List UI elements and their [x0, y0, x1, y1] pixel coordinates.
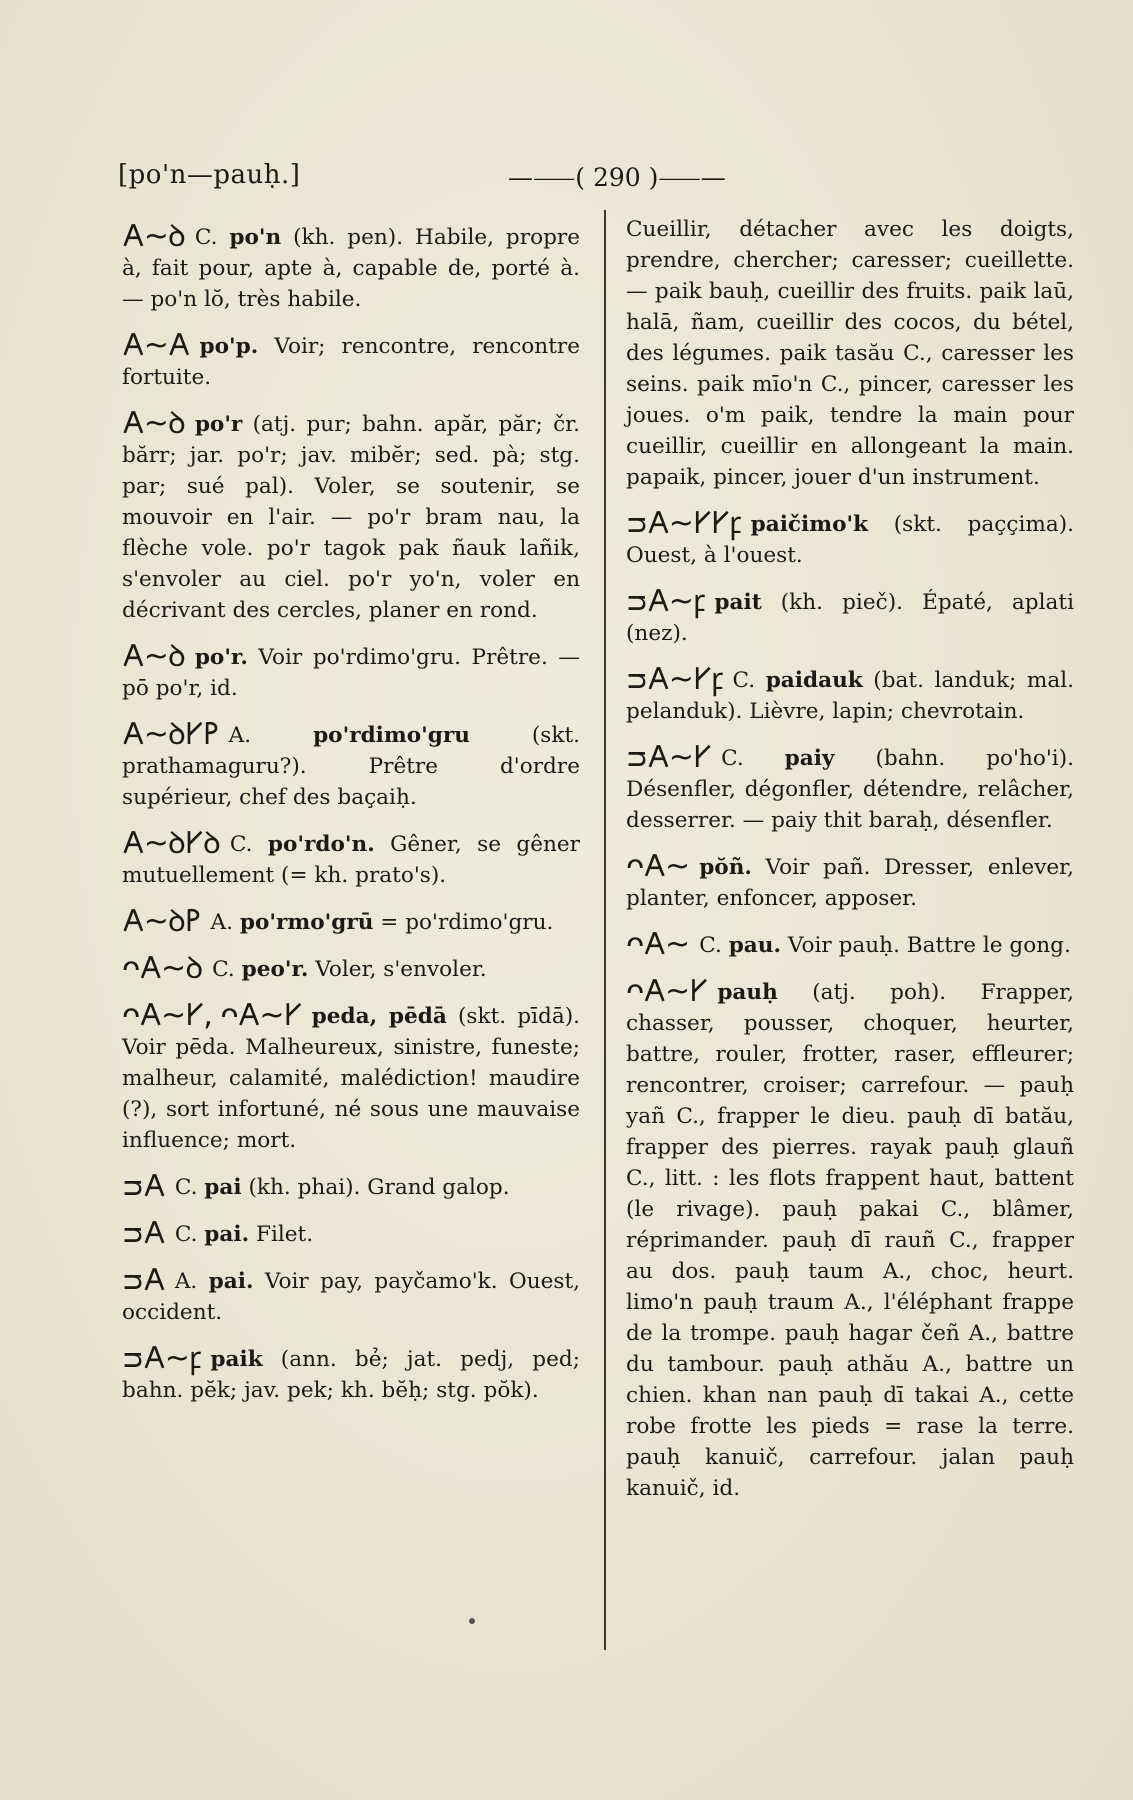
entry-source-tag: C. — [229, 832, 268, 857]
cham-script-headword: ᴝ𐌀~ꝼ — [122, 1341, 201, 1376]
cham-script-headword: ᴝ𐌀 — [122, 1216, 165, 1251]
entry-source-tag: A. — [228, 723, 314, 748]
left-column — [122, 219, 581, 1422]
dictionary-entry — [122, 951, 580, 986]
entry-definition: (skt. prathamaguru?). Prêtre d'ordre supérieur, chef des baçaiḥ. — [122, 723, 581, 810]
entry-definition: (kh. pen). Habile, propre à, fait pour, apte à, capable de, porté à. — po'n lŏ, très habile. — [122, 225, 580, 312]
dictionary-entry — [626, 974, 1074, 1504]
dictionary-entry — [626, 662, 1074, 727]
dictionary-entry — [122, 1341, 580, 1406]
entry-headword: peo'r. — [241, 957, 309, 982]
dictionary-entry — [626, 740, 1074, 836]
entry-headword: po'rdo'n. — [267, 832, 375, 857]
entry-definition: (atj. pur; bahn. apăr, păr; čr. bărr; jar. po'r; jav. mibĕr; sed. pà; stg. par; sué pal). Voler, se soutenir, se mouvoir en l'air. — po'r bram nau, la flèche vole. po'r tagok pak ñauk lañik, s'envoler au ciel. po'r yo'n, voler en décrivant des cercles, planer en rond. — [122, 412, 580, 623]
dictionary-entry — [122, 1263, 580, 1328]
entry-headword: paičimo'k — [750, 512, 869, 537]
entry-headword: pait — [714, 590, 762, 615]
cham-script-headword: 𐌀~ꝺ𐌖ꝺ — [122, 826, 220, 861]
right-column — [626, 214, 1074, 1520]
page-header — [118, 158, 1008, 198]
cham-script-headword: ᴖ𐌀~ — [626, 927, 690, 962]
dictionary-entry — [122, 717, 581, 813]
entry-headword: po'rmo'grū — [239, 910, 374, 935]
entry-source-tag: C. — [721, 746, 785, 771]
cham-script-headword: ᴝ𐌀 — [122, 1169, 165, 1204]
entry-definition: (skt. paççima). Ouest, à l'ouest. — [626, 512, 1074, 568]
dictionary-entry — [626, 584, 1074, 649]
entry-source-tag: C. — [699, 933, 729, 958]
entry-source-tag: C. — [194, 225, 230, 250]
cham-script-headword: 𐌀~𐌀 — [122, 328, 190, 363]
dictionary-entry — [122, 219, 580, 315]
cham-script-headword: ᴝ𐌀~𐌖 — [626, 740, 712, 775]
entry-headword: po'n — [229, 225, 282, 250]
entry-source-tag: C. — [174, 1175, 205, 1200]
entry-headword: paik — [210, 1347, 263, 1372]
dictionary-entry — [122, 328, 580, 393]
entry-headword: pau. — [728, 933, 781, 958]
print-mark — [469, 1618, 475, 1624]
cham-script-headword: ᴝ𐌀~𐌖ꝼ — [626, 662, 723, 697]
column-divider — [604, 210, 606, 1650]
entry-headword: po'r. — [194, 645, 248, 670]
entry-definition: = po'rdimo'gru. — [373, 910, 554, 935]
cham-script-headword: 𐌀~ꝺ — [122, 639, 185, 674]
cham-script-headword: ᴖ𐌀~ꝺ — [122, 951, 203, 986]
entry-headword: pai — [204, 1175, 242, 1200]
entry-definition: (kh. phai). Grand galop. — [241, 1175, 510, 1200]
entry-headword: pŏñ. — [699, 855, 752, 880]
entry-definition: Gêner, se gêner mutuellement (= kh. prato's). — [122, 832, 580, 888]
page-number: —⸺( 290 )⸺— — [508, 163, 726, 192]
entry-definition: Voir pauḥ. Battre le gong. — [781, 933, 1071, 958]
entry-definition: (skt. pīdā). Voir pēda. Malheureux, sinistre, funeste; malheur, calamité, malédiction! maudire (?), sort infortuné, né sous une mauvaise influence; mort. — [122, 1004, 580, 1153]
entry-source-tag: C. — [174, 1222, 205, 1247]
cham-script-headword: 𐌀~ꝺ — [122, 406, 185, 441]
cham-script-headword: ᴖ𐌀~𐌖, ᴖ𐌀~𐌖 — [122, 998, 302, 1033]
entry-definition: Voir po'rdimo'gru. Prêtre. — pō po'r, id. — [122, 645, 580, 701]
dictionary-entry — [122, 639, 580, 704]
entry-source-tag: A. — [174, 1269, 209, 1294]
entry-definition: (bahn. po'ho'i). Désenfler, dégonfler, détendre, relâcher, desserrer. — paiy thit baraḥ, désenfler. — [626, 746, 1074, 833]
entry-definition: Voir pay, payčamo'k. Ouest, occident. — [122, 1269, 580, 1325]
entry-source-tag: C. — [732, 668, 766, 693]
dictionary-entry — [122, 998, 580, 1156]
entry-definition: (kh. pieč). Épaté, aplati (nez). — [626, 590, 1074, 646]
entry-source-tag: A. — [210, 910, 240, 935]
entry-definition: Filet. — [249, 1222, 314, 1247]
entry-headword: po'r — [194, 412, 243, 437]
cham-script-headword: 𐌀~ꝺ𐌛 — [122, 904, 201, 939]
entry-headword: po'p. — [199, 334, 259, 359]
entry-headword: peda, pēdā — [311, 1004, 447, 1029]
entry-headword: pai. — [204, 1222, 250, 1247]
dictionary-entry — [626, 506, 1074, 571]
entry-definition: Voir; rencontre, rencontre fortuite. — [122, 334, 580, 390]
entry-definition: Voler, s'envoler. — [308, 957, 487, 982]
dictionary-entry — [122, 406, 580, 626]
entry-headword: paiy — [784, 746, 835, 771]
cham-script-headword: 𐌀~ꝺ — [122, 219, 185, 254]
dictionary-entry — [122, 826, 580, 891]
cham-script-headword: ᴝ𐌀~ꝼ — [626, 584, 705, 619]
entry-definition: (ann. bẻ; jat. pedj, ped; bahn. pĕk; jav. pek; kh. bĕḥ; stg. pŏk). — [122, 1347, 580, 1403]
dictionary-entry — [122, 1216, 580, 1251]
dictionary-entry — [626, 214, 1074, 493]
entry-definition: (atj. poh). Frapper, chasser, pousser, choquer, heurter, battre, rouler, frotter, raser, effleurer; rencontrer, croiser; carrefour. — pauḥ yañ C., frapper le dieu. pauḥ dī batău, frapper des pierres. rayak pauḥ glauñ C., litt. : les flots frappent haut, battent (le rivage). pauḥ pakai C., blâmer, réprimander. pauḥ dī rauñ C., frapper au dos. pauḥ taum A., choc, heurt. limo'n pauḥ traum A., l'éléphant frappe de la trompe. pauḥ hagar čeñ A., battre du tambour. pauḥ athău A., battre un chien. khan nan pauḥ dī takai A., cette robe frotte les pieds = rase la terre. pauḥ kanuič, carrefour. jalan pauḥ kanuič, id. — [626, 980, 1074, 1501]
entry-definition: Cueillir, détacher avec les doigts, prendre, chercher; caresser; cueillette. — paik bauḥ, cueillir des fruits. paik laū, halā, ñam, cueillir des cocos, du bétel, des légumes. paik tasău C., caresser les seins. paik mīo'n C., pincer, caresser les joues. o'm paik, tendre la main pour cueillir, cueillir en allongeant la main. papaik, pincer, jouer d'un instrument. — [626, 217, 1074, 490]
dictionary-entry — [122, 904, 580, 939]
cham-script-headword: ᴖ𐌀~ — [626, 849, 690, 884]
dictionary-entry — [626, 927, 1074, 962]
cham-script-headword: 𐌀~ꝺ𐌖𐌛 — [122, 717, 219, 752]
cham-script-headword: ᴝ𐌀~𐌖𐌖ꝼ — [626, 506, 741, 541]
entry-headword: pauḥ — [717, 980, 778, 1005]
entry-headword: paidauk — [765, 668, 863, 693]
dictionary-entry — [122, 1169, 580, 1204]
running-head: [po'n—pauḥ.] — [118, 160, 301, 190]
entry-definition: (bat. landuk; mal. pelanduk). Lièvre, lapin; chevrotain. — [626, 668, 1074, 724]
entry-source-tag: C. — [212, 957, 242, 982]
cham-script-headword: ᴖ𐌀~𐌖 — [626, 974, 708, 1009]
cham-script-headword: ᴝ𐌀 — [122, 1263, 165, 1298]
entry-headword: po'rdimo'gru — [313, 723, 470, 748]
dictionary-entry — [626, 849, 1074, 914]
entry-definition: Voir pañ. Dresser, enlever, planter, enfoncer, apposer. — [626, 855, 1074, 911]
entry-headword: pai. — [208, 1269, 254, 1294]
